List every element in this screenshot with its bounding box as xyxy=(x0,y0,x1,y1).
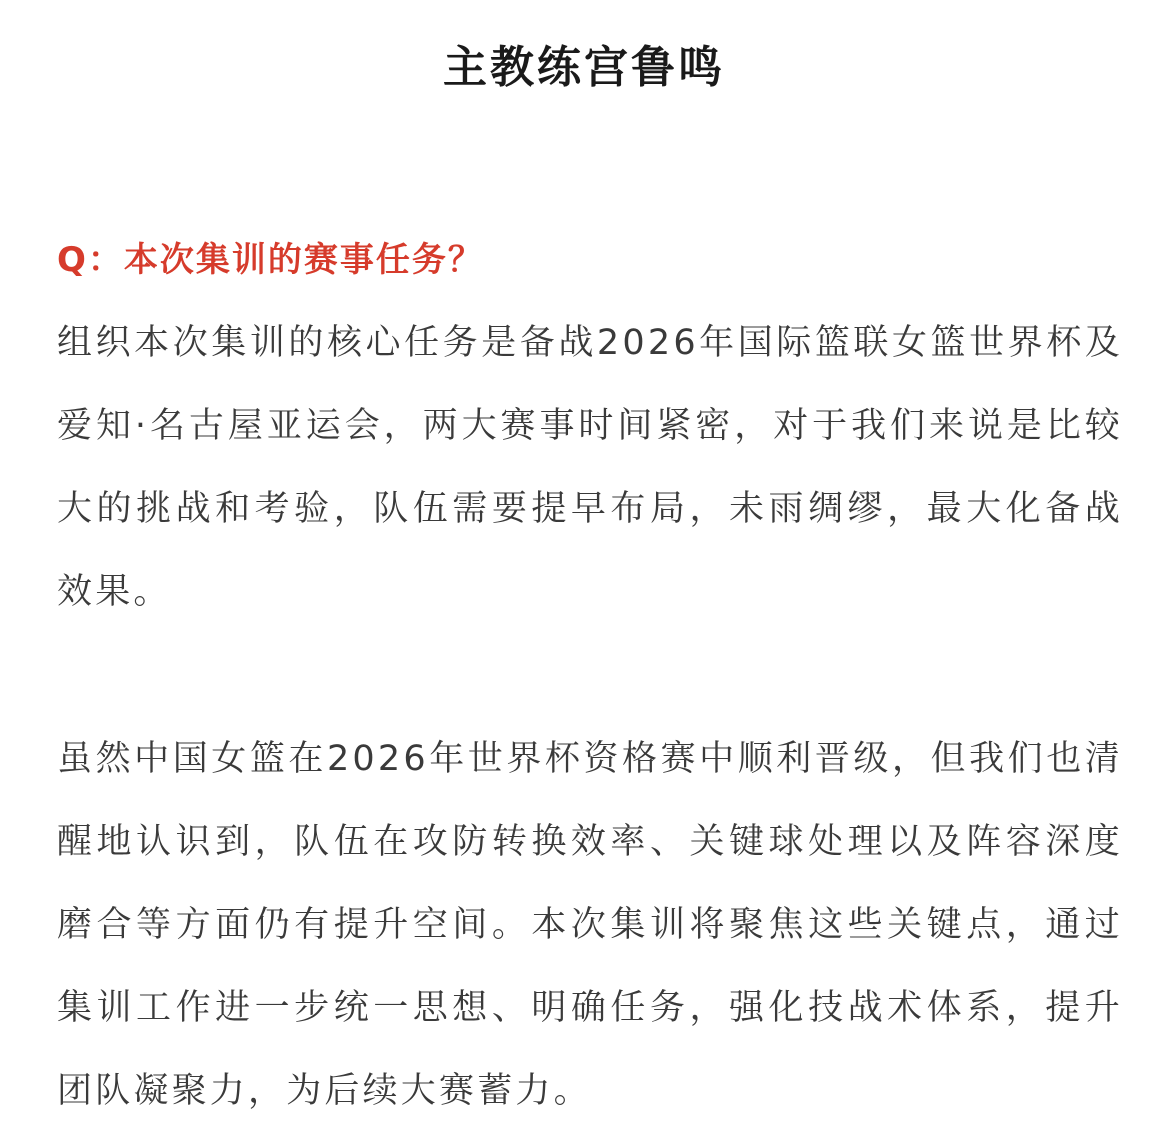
article-title: 主教练宫鲁鸣 xyxy=(443,42,725,93)
question-heading: Q：本次集训的赛事任务？ xyxy=(57,240,484,280)
answer-paragraph-2: 虽然中国女篮在2026年世界杯资格赛中顺利晋级，但我们也清醒地认识到，队伍在攻防转换效率、关键球处理以及阵容深度磨合等方面仍有提升空间。本次集训将聚焦这些关键点，通过集训工作进一步统一思想、明确任务，强化技战术体系，提升团队凝聚力，为后续大赛蓄力。 xyxy=(57,739,1123,1111)
answer-paragraph-1: 组织本次集训的核心任务是备战2026年国际篮联女篮世界杯及爱知·名古屋亚运会，两大赛事时间紧密，对于我们来说是比较大的挑战和考验，队伍需要提早布局，未雨绸缪，最大化备战效果。 xyxy=(57,323,1123,612)
